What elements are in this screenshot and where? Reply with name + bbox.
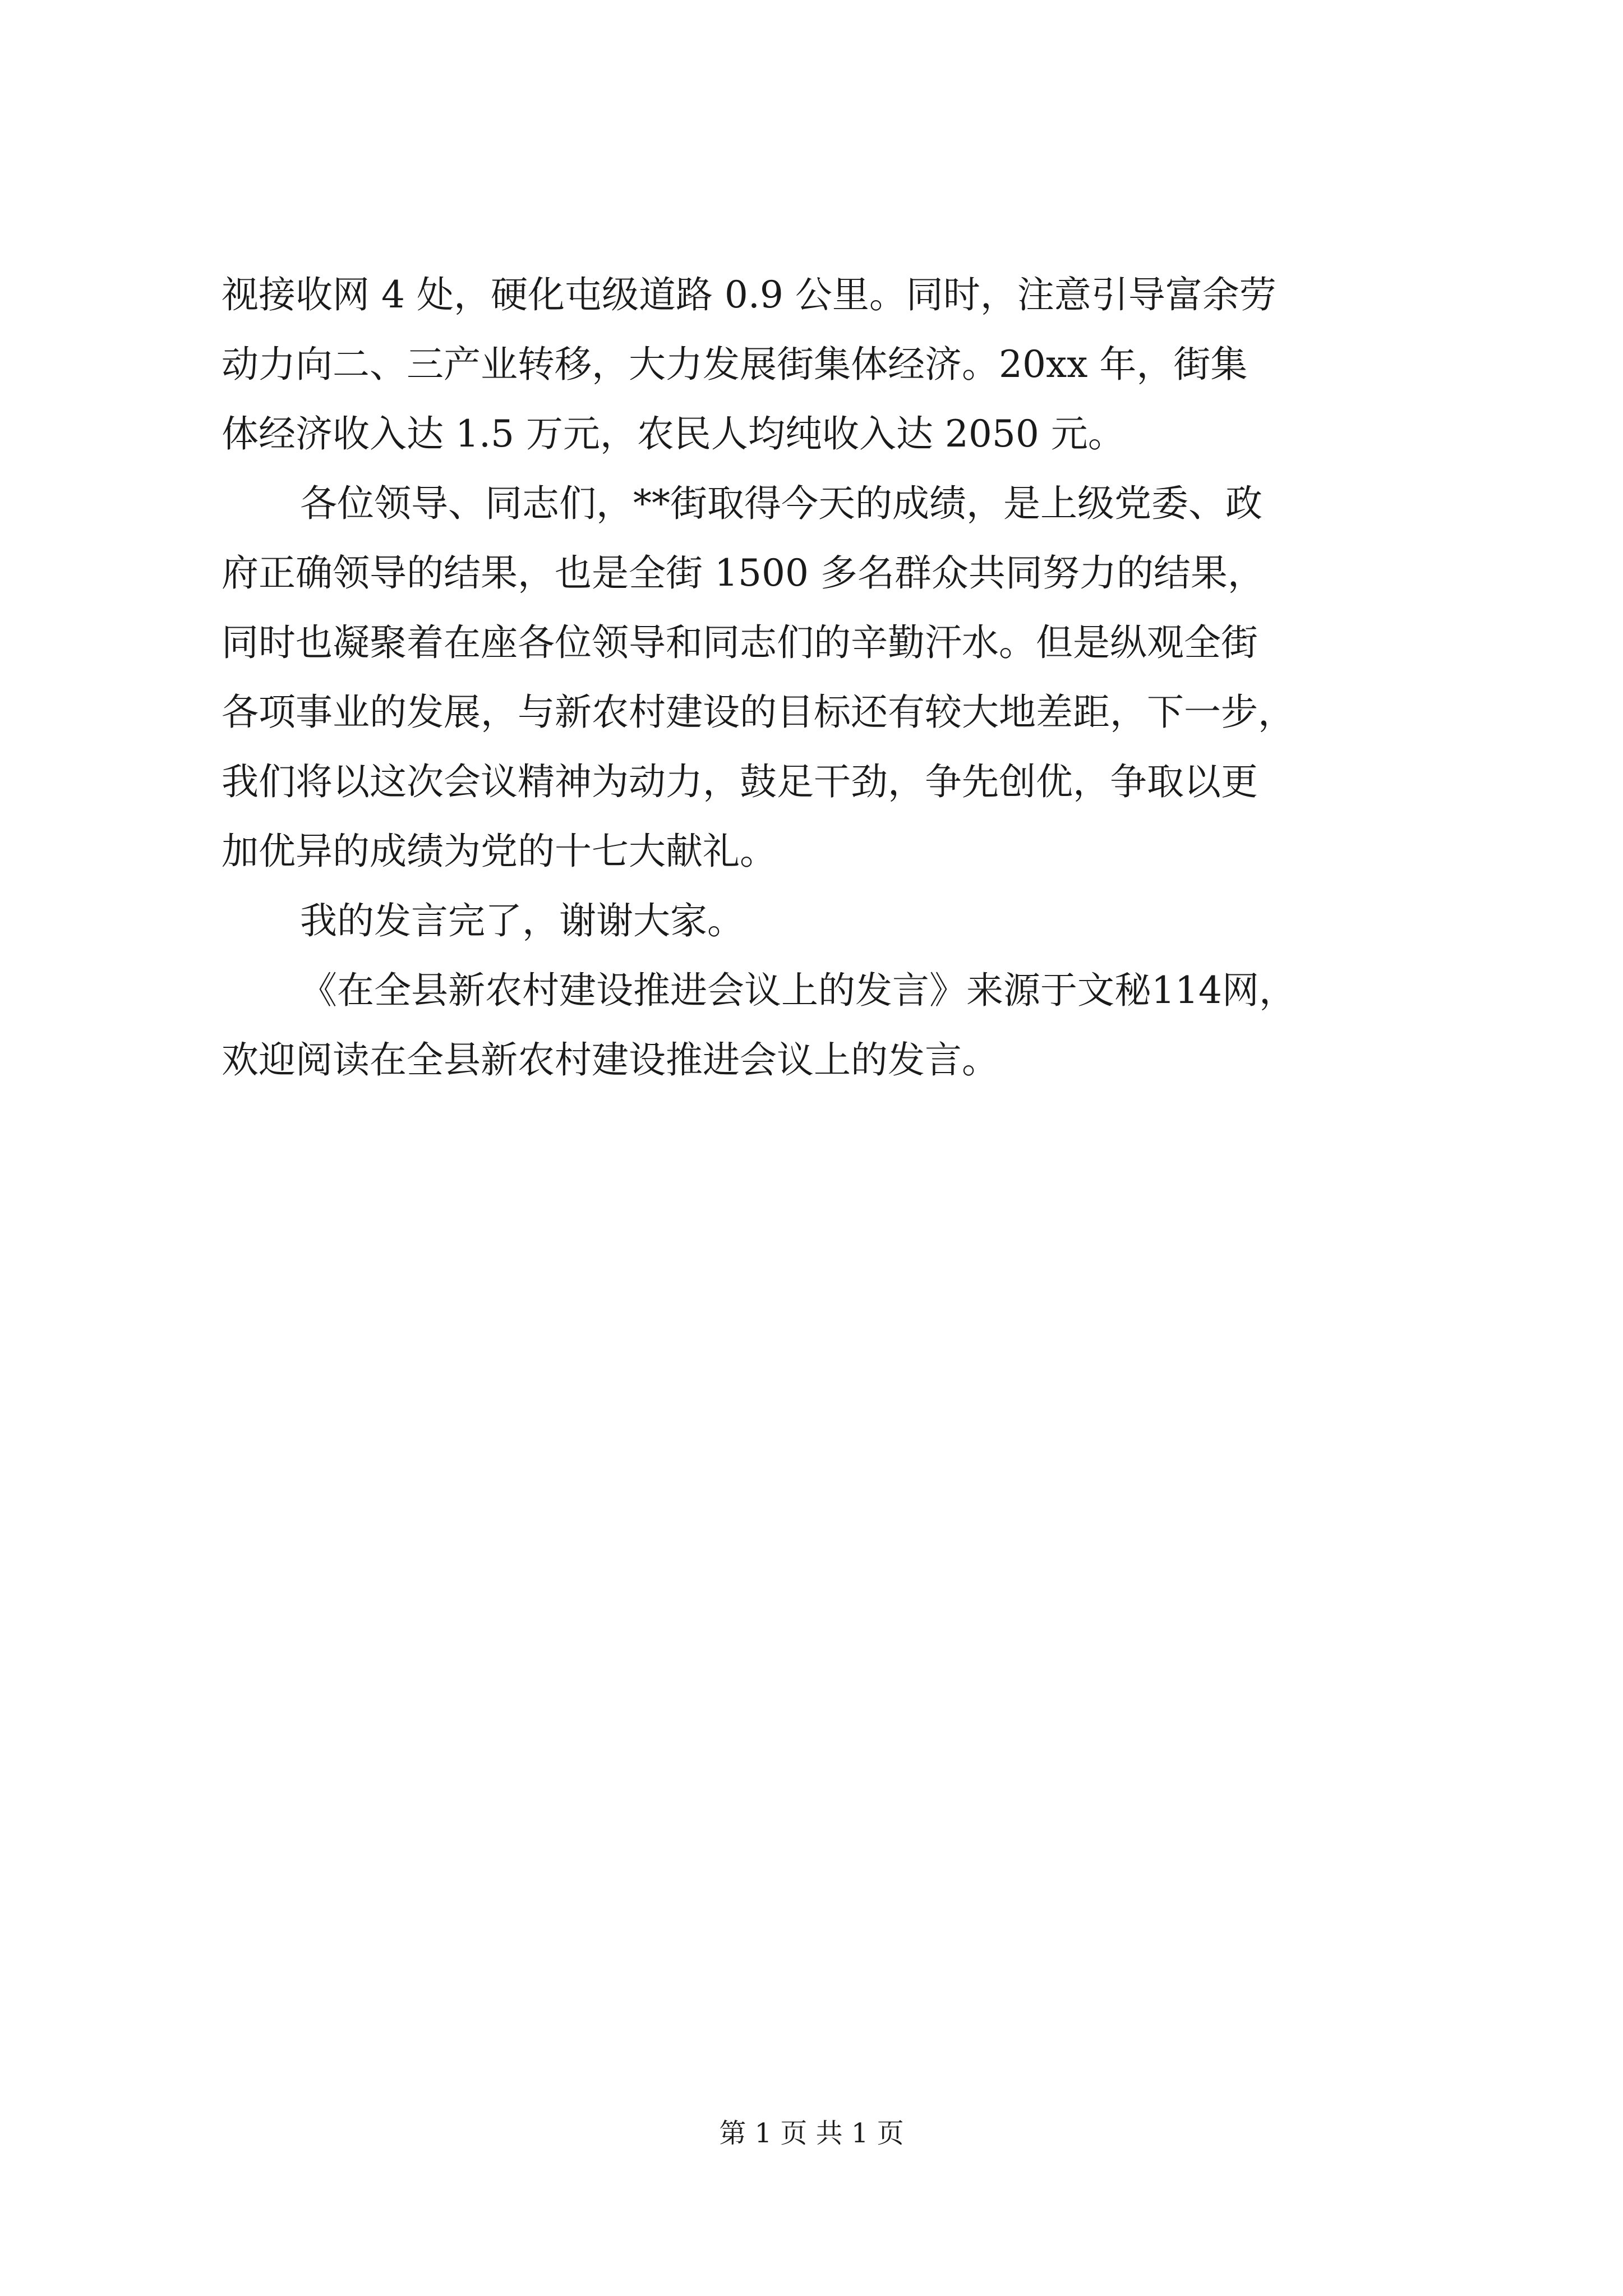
paragraph-4-line-2: 欢迎阅读在全县新农村建设推进会议上的发言。 (222, 1038, 999, 1082)
paragraph-1-line-1: 视接收网 4 处，硬化屯级道路 0.9 公里。同时，注意引导富余劳 (222, 273, 1276, 316)
paragraph-3-line-1: 我的发言完了，谢谢大家。 (300, 899, 744, 942)
paragraph-2-line-2: 府正确领导的结果，也是全街 1500 多名群众共同努力的结果， (222, 551, 1265, 595)
paragraph-2-line-5: 我们将以这次会议精神为动力，鼓足干劲，争先创优，争取以更 (222, 760, 1258, 803)
paragraph-2-line-1: 各位领导、同志们，**街取得今天的成绩，是上级党委、政 (300, 482, 1262, 525)
paragraph-2-line-3: 同时也凝聚着在座各位领导和同志们的辛勤汗水。但是纵观全街 (222, 621, 1258, 664)
page-footer: 第 1 页 共 1 页 (719, 2118, 904, 2149)
paragraph-1-line-2: 动力向二、三产业转移，大力发展街集体经济。20xx 年，街集 (222, 343, 1248, 386)
paragraph-2-line-6: 加优异的成绩为党的十七大献礼。 (222, 830, 777, 873)
paragraph-2-line-4: 各项事业的发展，与新农村建设的目标还有较大地差距，下一步， (222, 691, 1295, 734)
paragraph-4-line-1: 《在全县新农村建设推进会议上的发言》来源于文秘114网， (300, 969, 1296, 1012)
paragraph-1-line-3: 体经济收入达 1.5 万元，农民人均纯收入达 2050 元。 (222, 412, 1125, 455)
